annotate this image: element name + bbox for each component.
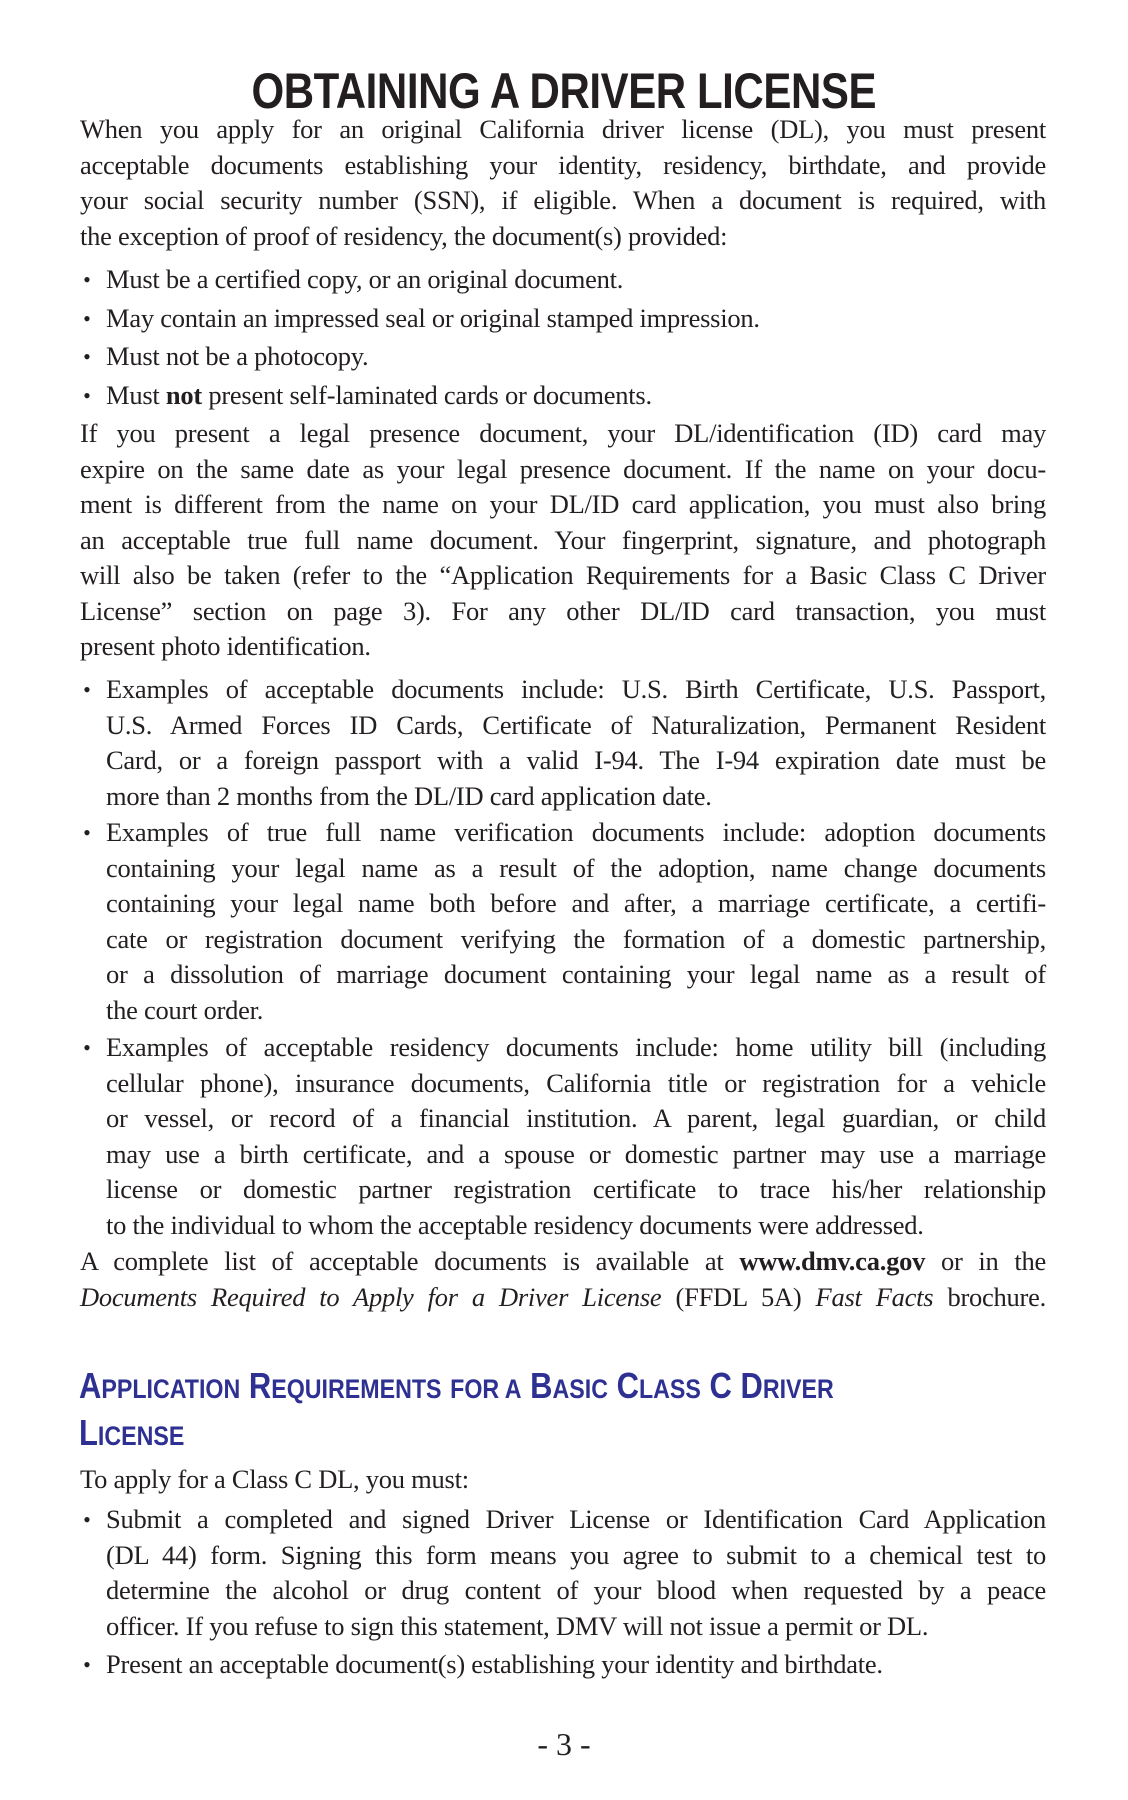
document-requirements-list [80,262,1046,417]
list-item [80,1030,1046,1243]
list-item [80,339,1046,378]
text-line: present photo identification. [80,631,371,661]
text-line: cate or registration document verifying the formation of a domestic partnership, [106,923,1046,954]
page-number: - 3 - [537,1726,591,1762]
text-line: Submit a completed and signed Driver License or Identification Card Application [106,1504,1046,1534]
text-line: To apply for a Class C DL, you must: [80,1464,469,1494]
text-line: ment is different from the name on your DL/ID card application, you must also bring [80,489,1046,519]
text-line: (DL 44) form. Signing this form means you agree to submit to a chemical test to [106,1539,1046,1570]
heading-line-1: APPLICATION REQUIREMENTS FOR A BASIC CLASS C DRIVER [79,1365,834,1406]
text-line: containing your legal name both before and after, a marriage certificate, a certifi- [106,888,1046,918]
text-line: Examples of acceptable residency documents include: home utility bill (including [106,1032,1046,1062]
text-line: acceptable documents establishing your identity, residency, birthdate, and provide [80,149,1046,180]
text-line: an acceptable true full name document. Your fingerprint, signature, and photograph [80,524,1046,555]
text-line: expire on the same date as your legal presence document. If the name on your docu- [80,453,1046,484]
text-line: to the individual to whom the acceptable residency documents were addressed. [106,1209,924,1240]
class-c-requirement-dl44 [80,1502,1046,1644]
publication-title: Documents Required to Apply for a Driver License [80,1281,662,1312]
list-item-text: Must be a certified copy, or an original document. [106,264,624,294]
bullet-icon: • [83,1652,91,1677]
list-item [80,1502,1046,1644]
text-line: Documents Required to Apply for a Driver License (FFDL 5A) Fast Facts brochure. [80,1281,1046,1312]
text-line: Present an acceptable document(s) establishing your identity and birthdate. [106,1649,883,1679]
text-line: your social security number (SSN), if eligible. When a document is required, with [80,185,1046,215]
section-intro [80,1462,1046,1498]
list-item [80,262,1046,301]
examples-list-item-identity [80,672,1046,814]
text-line: Examples of acceptable documents include: U.S. Birth Certificate, U.S. Passport, [106,674,1046,704]
text-line: U.S. Armed Forces ID Cards, Certificate of Naturalization, Permanent Resident [106,709,1046,740]
bullet-icon: • [83,677,91,702]
text-line: If you present a legal presence document, your DL/identification (ID) card may [80,418,1046,448]
emphasis-not: not [165,380,202,411]
text-line: license or domestic partner registration certificate to trace his/her relationship [106,1174,1046,1204]
text-line: License” section on page 3). For any other DL/ID card transaction, you must [80,595,1046,626]
complete-list-paragraph [80,1244,1046,1315]
text-line: When you apply for an original California driver license (DL), you must present [80,114,1046,144]
bullet-icon: • [83,1507,91,1532]
list-item [80,1647,1046,1683]
text-line: Card, or a foreign passport with a valid I-94. The I-94 expiration date must be [106,745,1046,775]
class-c-requirement-identity [80,1647,1046,1683]
text-line: containing your legal name as a result of the adoption, name change documents [106,852,1046,883]
list-item [80,378,1046,417]
text-line: Examples of true full name verification documents include: adoption documents [106,817,1046,847]
text-line: the court order. [106,994,264,1025]
page-title: OBTAINING A DRIVER LICENSE [251,63,877,119]
list-item-text: Must not present self-laminated cards or documents. [106,380,652,411]
list-item-text: May contain an impressed seal or original stamped impression. [106,302,760,333]
fast-facts-label: Fast Facts [815,1281,934,1312]
heading-line-2: LICENSE [79,1412,185,1453]
text-line: the exception of proof of residency, the document(s) provided: [80,220,728,251]
intro-paragraph [80,112,1046,254]
bullet-icon: • [83,1035,91,1060]
text-line: A complete list of acceptable documents is available at www.dmv.ca.gov or in the [80,1246,1046,1276]
bullet-icon: • [83,383,91,409]
bullet-icon: • [83,344,91,370]
text-line: more than 2 months from the DL/ID card application date. [106,780,712,811]
text-line: officer. If you refuse to sign this statement, DMV will not issue a permit or DL. [106,1610,929,1641]
text-line: may use a birth certificate, and a spouse or domestic partner may use a marriage [106,1138,1046,1169]
bullet-icon: • [83,267,91,292]
list-item [80,672,1046,814]
legal-presence-paragraph [80,416,1046,665]
text-line: determine the alcohol or drug content of your blood when requested by a peace [106,1575,1046,1605]
text-line: or vessel, or record of a financial institution. A parent, legal guardian, or child [106,1103,1046,1133]
bullet-icon: • [83,820,91,845]
dmv-website-link[interactable]: www.dmv.ca.gov [739,1246,926,1276]
text-line: will also be taken (refer to the “Application Requirements for a Basic Class C Driver [80,560,1046,590]
text-line: or a dissolution of marriage document containing your legal name as a result of [106,959,1046,989]
section-heading [79,1362,1079,1456]
examples-list-item-true-full-name [80,815,1046,1028]
list-item-text: Must not be a photocopy. [106,341,369,372]
examples-list-item-residency [80,1030,1046,1243]
list-item [80,815,1046,1028]
text-line: cellular phone), insurance documents, California title or registration for a vehicle [106,1067,1046,1098]
list-item [80,301,1046,340]
bullet-icon: • [83,305,91,331]
